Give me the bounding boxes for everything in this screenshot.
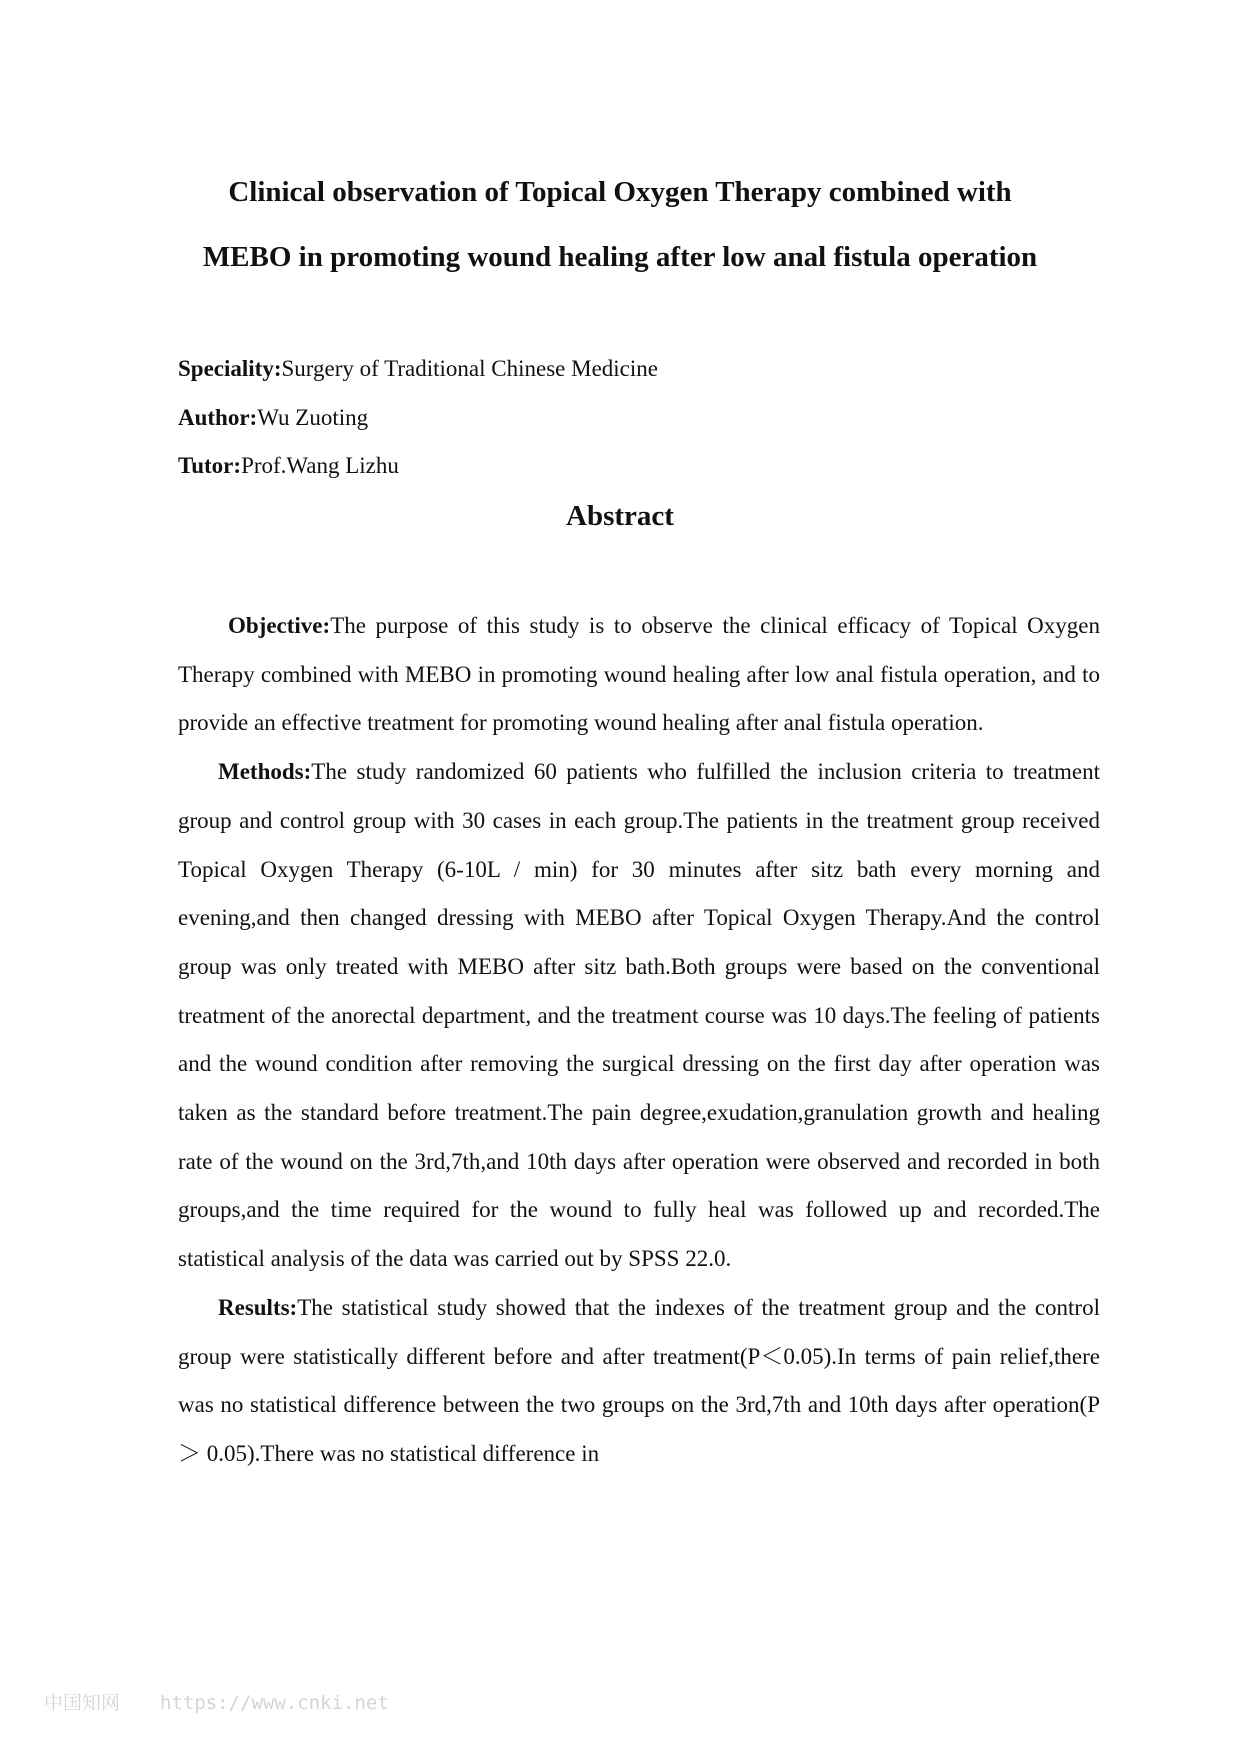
abstract-body	[178, 602, 1100, 1479]
speciality-label: Speciality:	[178, 356, 282, 381]
watermark-url: https://www.cnki.net	[160, 1692, 389, 1714]
objective-label: Objective:	[228, 613, 331, 638]
speciality-value: Surgery of Traditional Chinese Medicine	[281, 356, 658, 381]
paper-metadata	[178, 345, 1078, 491]
tutor-value: Prof.Wang Lizhu	[241, 453, 399, 478]
objective-paragraph	[178, 602, 1100, 748]
watermark-site-name: 中国知网	[44, 1692, 121, 1714]
tutor-row	[178, 442, 1078, 491]
paper-title-line-2: MEBO in promoting wound healing after low anal fistula operation	[202, 241, 1038, 273]
speciality-row	[178, 345, 1078, 394]
methods-label: Methods:	[218, 759, 312, 785]
paper-title-line-1: Clinical observation of Topical Oxygen Therapy combined with	[228, 176, 1012, 208]
results-label: Results:	[218, 1294, 298, 1320]
author-value: Wu Zuoting	[257, 404, 369, 430]
objective-text: The purpose of this study is to observe the clinical efficacy of Topical Oxygen Therapy combined with MEBO in promoting wound healing after low anal fistula operation, and to provide an effective treatment for promoting wound healing after anal fistula operation.	[178, 613, 1100, 736]
author-row	[178, 394, 1078, 443]
tutor-label: Tutor:	[178, 453, 242, 478]
results-text: The statistical study showed that the indexes of the treatment group and the control group were statistically different before and after treatment(P＜0.05).In terms of pain relief,there was no statistical difference between the two groups on the 3rd,7th and 10th days after operation(P ＞ 0.05).There was no statistical difference in	[178, 1294, 1100, 1466]
methods-paragraph	[178, 748, 1100, 1284]
abstract-heading: Abstract	[566, 500, 674, 532]
cnki-watermark	[44, 1688, 389, 1715]
paper-title	[140, 160, 1100, 290]
methods-text: The study randomized 60 patients who fulfilled the inclusion criteria to treatment group and control group with 30 cases in each group.The patients in the treatment group received Topical Oxygen Therapy (6-10L / min) for 30 minutes after sitz bath every morning and evening,and then changed dressing with MEBO after Topical Oxygen Therapy.And the control group was only treated with MEBO after sitz bath.Both groups were based on the conventional treatment of the anorectal department, and the treatment course was 10 days.The feeling of patients and the wound condition after removing the surgical dressing on the first day after operation was taken as the standard before treatment.The pain degree,exudation,granulation growth and healing rate of the wound on the 3rd,7th,and 10th days after operation were observed and recorded in both groups,and the time required for the wound to fully heal was followed up and recorded.The statistical analysis of the data was carried out by SPSS 22.0.	[178, 759, 1100, 1272]
author-label: Author:	[178, 404, 258, 430]
results-paragraph	[178, 1284, 1100, 1479]
